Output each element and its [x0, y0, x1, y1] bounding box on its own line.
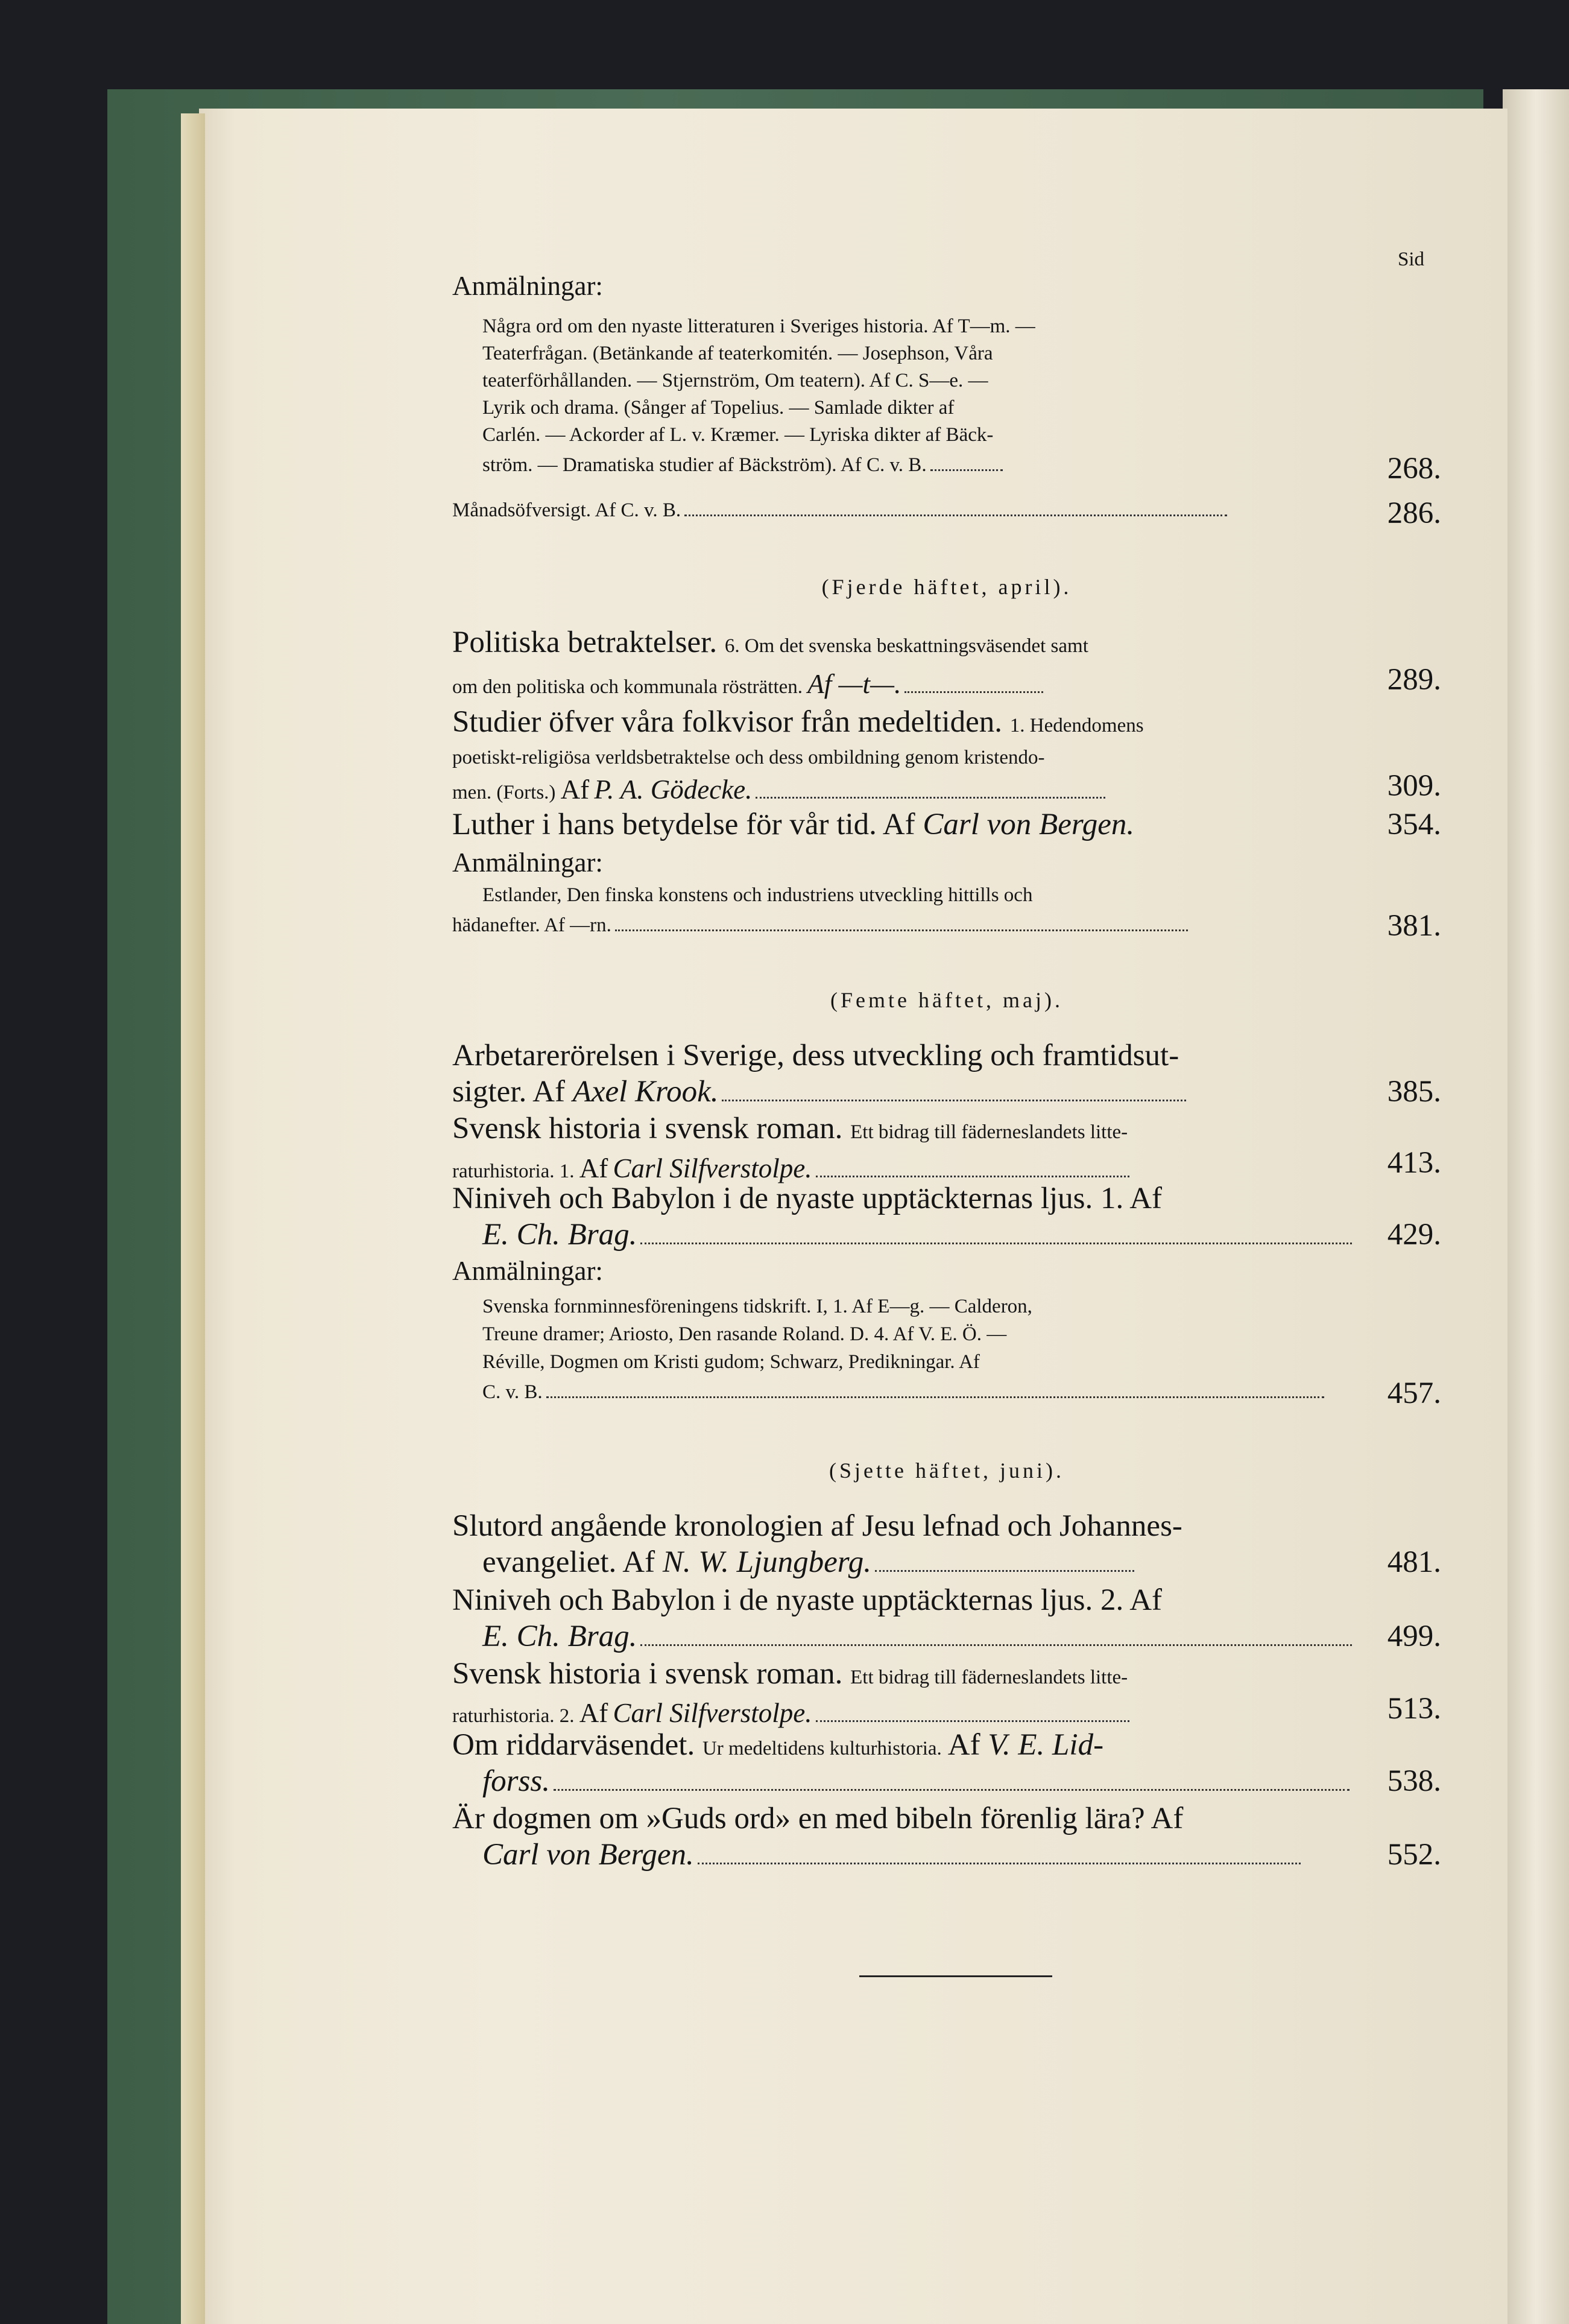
entry-title-text: Svensk historia i svensk roman. — [452, 1112, 843, 1145]
entry-af: Af — [947, 1728, 980, 1762]
facing-page-edge — [1503, 89, 1569, 2324]
entry-title-text: Om riddarväsendet. — [452, 1728, 695, 1762]
review-line: Réville, Dogmen om Kristi gudom; Schwarz, Predikningar. Af — [482, 1351, 980, 1373]
entry-author: forss. — [482, 1764, 550, 1798]
entry-continuation — [482, 1547, 1138, 1578]
review-line: Teaterfrågan. (Betänkande af teaterkomitén. — Josephson, Våra — [482, 343, 993, 364]
entry-title-text: Politiska betraktelser. — [452, 625, 718, 659]
section-heading-april: (Fjerde häftet, april). — [821, 575, 1072, 599]
anmalningar-heading: Anmälningar: — [452, 847, 603, 878]
page-number: 286. — [1387, 496, 1441, 530]
page-number: 309. — [1387, 769, 1441, 803]
entry-af: Af — [579, 1698, 608, 1728]
entry-subtitle: Ur medeltidens kulturhistoria. — [702, 1738, 942, 1759]
entry-continuation — [452, 671, 1047, 698]
entry-author: P. A. Gödecke. — [594, 774, 753, 805]
entry-continuation — [452, 776, 1109, 803]
manadsofversigt-text: Månadsöfversigt. Af C. v. B. — [452, 499, 681, 521]
entry-author: Carl Silfverstolpe. — [613, 1153, 812, 1183]
entry-continuation — [452, 1155, 1133, 1182]
review-line — [482, 455, 1006, 475]
entry-title: Är dogmen om »Guds ord» en med bibeln förenlig lära? Af — [452, 1802, 1184, 1835]
entry-title — [452, 809, 1134, 840]
page-number: 538. — [1387, 1764, 1441, 1798]
entry-continuation — [482, 1220, 1356, 1250]
entry-af: Af — [579, 1153, 608, 1183]
entry-title — [452, 1730, 1103, 1761]
page-number: 385. — [1387, 1075, 1441, 1109]
page-stack-edge — [181, 113, 205, 2324]
entry-continuation: poetiskt-religiösa verldsbetraktelse och dess ombildning genom kristendo- — [452, 747, 1045, 768]
entry-author: Carl von Bergen. — [482, 1838, 694, 1872]
entry-title-text: Studier öfver våra folkvisor från medeltiden. — [452, 705, 1003, 739]
entry-continuation — [452, 1077, 1190, 1107]
anmalningar-heading: Anmälningar: — [452, 1256, 603, 1286]
anmalningar-heading: Anmälningar: — [452, 271, 603, 301]
entry-subtitle: raturhistoria. 2. — [452, 1705, 575, 1727]
page-number: 268. — [1387, 452, 1441, 486]
entry-subtitle: Ett bidrag till fäderneslandets litte- — [850, 1667, 1128, 1688]
page-number: 481. — [1387, 1545, 1441, 1579]
review-line: Några ord om den nyaste litteraturen i Sveriges historia. Af T—m. — — [482, 315, 1035, 337]
entry-author: Axel Krook. — [572, 1075, 719, 1109]
entry-subtitle: raturhistoria. 1. — [452, 1160, 575, 1182]
page-number: 457. — [1387, 1376, 1441, 1410]
review-line: Treune dramer; Ariosto, Den rasande Roland. D. 4. Af V. E. Ö. — — [482, 1323, 1007, 1345]
manadsofversigt — [452, 501, 1231, 521]
end-rule — [859, 1975, 1052, 1977]
review-line-text: hädanefter. Af —rn. — [452, 914, 611, 936]
review-line — [452, 916, 1192, 936]
entry-title: Niniveh och Babylon i de nyaste upptäckternas ljus. 2. Af — [452, 1583, 1163, 1617]
entry-subtitle: 6. Om det svenska beskattningsväsendet samt — [724, 635, 1088, 657]
entry-subtitle: Ett bidrag till fäderneslandets litte- — [850, 1121, 1128, 1143]
entry-continuation — [452, 1700, 1133, 1727]
entry-subtitle: om den politiska och kommunala rösträtten. — [452, 676, 803, 698]
entry-title-text: evangeliet. Af — [482, 1545, 655, 1579]
page-number: 513. — [1387, 1692, 1441, 1726]
sid-label: Sid — [1398, 249, 1425, 270]
entry-title-text: Svensk historia i svensk roman. — [452, 1657, 843, 1691]
entry-title — [452, 1659, 1128, 1689]
entry-subtitle: 1. Hedendomens — [1009, 715, 1144, 736]
entry-author: E. Ch. Brag. — [482, 1620, 637, 1653]
entry-author: Carl Silfverstolpe. — [613, 1698, 812, 1728]
review-line: Estlander, Den finska konstens och industriens utveckling hittills och — [482, 884, 1033, 906]
entry-title — [452, 1113, 1128, 1144]
entry-title — [452, 707, 1144, 738]
page-number: 354. — [1387, 808, 1441, 841]
entry-author: N. W. Ljungberg. — [662, 1545, 872, 1579]
entry-title-text: sigter. Af — [452, 1075, 565, 1109]
review-line-text: C. v. B. — [482, 1381, 543, 1403]
review-line: teaterförhållanden. — Stjernström, Om teatern). Af C. S—e. — — [482, 370, 988, 391]
review-line: Svenska fornminnesföreningens tidskrift. I, 1. Af E—g. — Calderon, — [482, 1296, 1032, 1317]
entry-title — [452, 627, 1088, 658]
page-number: 381. — [1387, 909, 1441, 943]
entry-title: Niniveh och Babylon i de nyaste upptäckternas ljus. 1. Af — [452, 1182, 1163, 1215]
entry-author: Carl von Bergen. — [923, 808, 1135, 841]
entry-author: V. E. Lid- — [988, 1728, 1104, 1762]
page-number: 552. — [1387, 1838, 1441, 1872]
page-number: 429. — [1387, 1218, 1441, 1252]
entry-subtitle: men. (Forts.) — [452, 782, 556, 803]
review-line — [482, 1382, 1328, 1402]
section-heading-juni: (Sjette häftet, juni). — [829, 1458, 1064, 1483]
page-number: 413. — [1387, 1146, 1441, 1180]
review-line: Carlén. — Ackorder af L. v. Kræmer. — Lyriska dikter af Bäck- — [482, 424, 994, 446]
page-number: 289. — [1387, 663, 1441, 697]
entry-author: E. Ch. Brag. — [482, 1218, 637, 1252]
section-heading-maj: (Femte häftet, maj). — [830, 988, 1063, 1012]
page-number: 499. — [1387, 1620, 1441, 1653]
entry-continuation — [482, 1621, 1356, 1652]
entry-af: Af — [560, 774, 590, 805]
entry-title: Arbetarerörelsen i Sverige, dess utveckling och framtidsut- — [452, 1039, 1179, 1072]
entry-continuation — [482, 1840, 1304, 1870]
entry-title: Slutord angående kronologien af Jesu lefnad och Johannes- — [452, 1509, 1182, 1543]
entry-title-text: Luther i hans betydelse för vår tid. Af — [452, 808, 915, 841]
review-line: Lyrik och drama. (Sånger af Topelius. — Samlade dikter af — [482, 397, 955, 419]
entry-continuation — [482, 1766, 1353, 1797]
entry-author: Af —t—. — [807, 669, 901, 699]
review-line-text: ström. — Dramatiska studier af Bäckström). Af C. v. B. — [482, 454, 927, 476]
